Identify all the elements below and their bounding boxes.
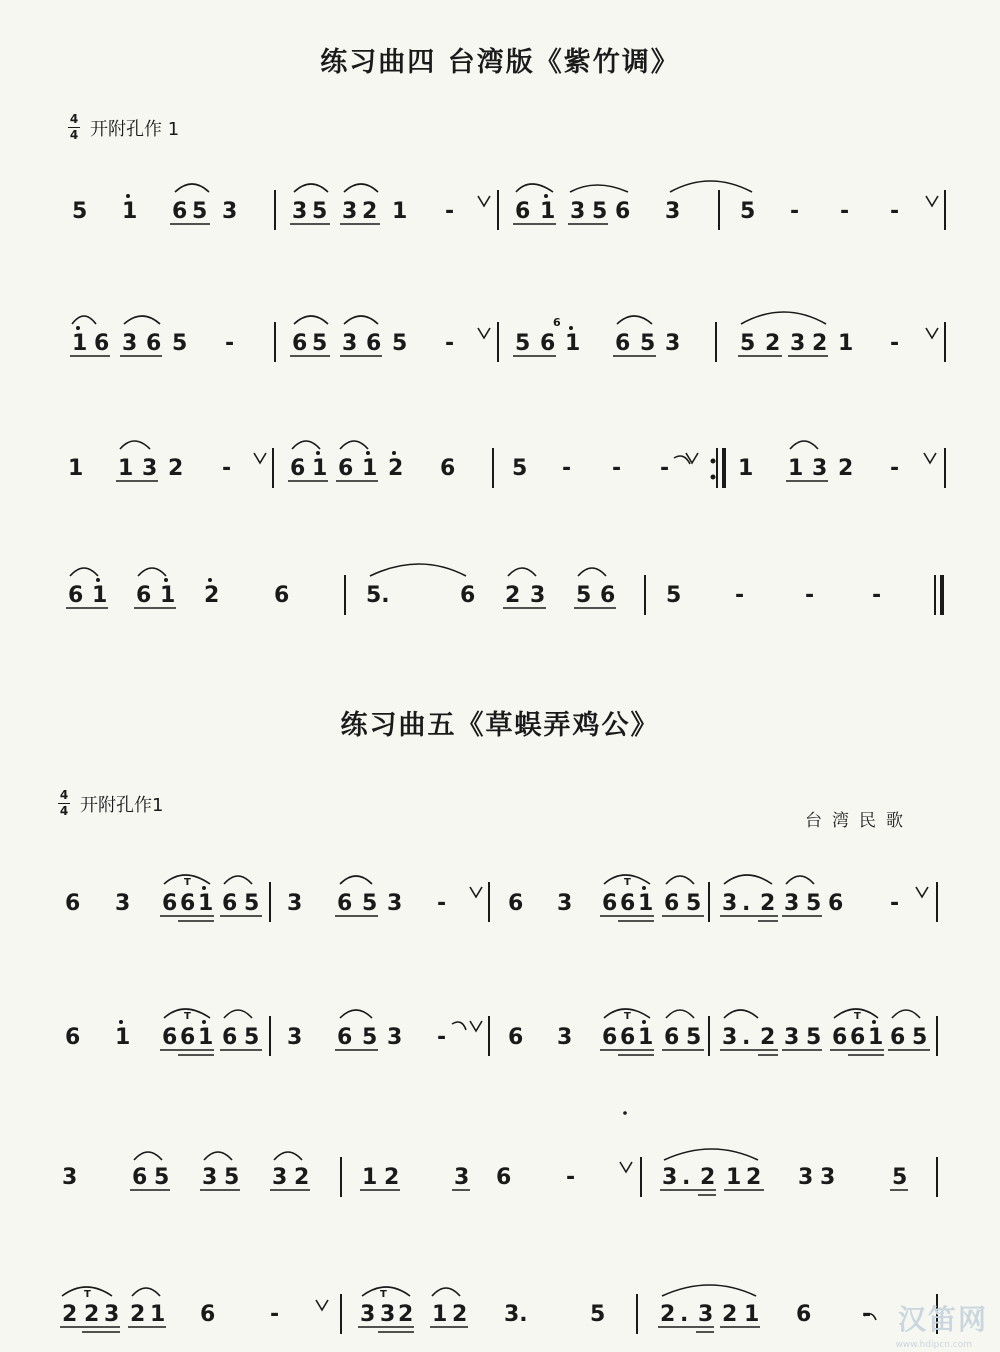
svg-text:3: 3 <box>380 1302 396 1327</box>
svg-text:6: 6 <box>664 1025 680 1050</box>
svg-text:6: 6 <box>162 891 178 916</box>
svg-text:2: 2 <box>760 1025 776 1050</box>
svg-text:3: 3 <box>665 199 681 224</box>
svg-text:6: 6 <box>890 1025 906 1050</box>
svg-text:5: 5 <box>640 331 656 356</box>
svg-text:5: 5 <box>576 583 592 608</box>
svg-text:2: 2 <box>362 199 378 224</box>
svg-text:T: T <box>184 1011 191 1022</box>
svg-text:1: 1 <box>726 1165 742 1190</box>
svg-text:6: 6 <box>553 316 561 329</box>
svg-text:6: 6 <box>292 331 308 356</box>
svg-text:6: 6 <box>337 1025 353 1050</box>
svg-text:1: 1 <box>122 199 138 224</box>
svg-text:3: 3 <box>287 1025 303 1050</box>
svg-text:1: 1 <box>362 456 378 481</box>
piece2-time-signature: $\frac{4}{4}$ <box>59 788 69 818</box>
svg-text:3: 3 <box>272 1165 288 1190</box>
svg-text:2: 2 <box>294 1165 310 1190</box>
svg-text:3: 3 <box>784 1025 800 1050</box>
svg-text:T: T <box>380 1289 387 1300</box>
svg-text:2: 2 <box>204 583 220 608</box>
svg-text:6: 6 <box>508 891 524 916</box>
piece2-tempo-text: 开附孔作1 <box>80 794 164 816</box>
svg-text:5: 5 <box>892 1165 908 1190</box>
svg-text:-: - <box>890 456 900 481</box>
svg-text:3: 3 <box>62 1165 78 1190</box>
svg-text:2: 2 <box>388 456 404 481</box>
svg-text:-: - <box>872 583 882 608</box>
svg-text:2: 2 <box>384 1165 400 1190</box>
svg-text:6: 6 <box>94 331 110 356</box>
svg-text:T: T <box>84 1289 91 1300</box>
svg-text:-: - <box>437 1025 447 1050</box>
svg-text:-: - <box>840 199 850 224</box>
svg-text:3: 3 <box>530 583 546 608</box>
svg-text:5: 5 <box>806 1025 822 1050</box>
svg-text:1: 1 <box>118 456 134 481</box>
svg-text:1: 1 <box>540 199 556 224</box>
svg-text:5: 5 <box>740 331 756 356</box>
svg-text:6: 6 <box>540 331 556 356</box>
svg-text:6: 6 <box>136 583 152 608</box>
svg-text:6: 6 <box>850 1025 866 1050</box>
svg-text:.: . <box>680 1302 689 1327</box>
svg-text:1: 1 <box>198 891 214 916</box>
svg-text:6: 6 <box>274 583 290 608</box>
svg-text:5: 5 <box>72 199 88 224</box>
svg-text:2: 2 <box>838 456 854 481</box>
svg-text:1: 1 <box>392 199 408 224</box>
svg-text:5: 5 <box>172 331 188 356</box>
svg-text:2: 2 <box>398 1302 414 1327</box>
svg-text:1: 1 <box>432 1302 448 1327</box>
svg-text:3: 3 <box>557 891 573 916</box>
svg-text:.: . <box>742 1025 751 1050</box>
svg-text:5: 5 <box>362 1025 378 1050</box>
svg-text:-: - <box>445 199 455 224</box>
svg-text:5: 5 <box>512 456 528 481</box>
svg-text:1: 1 <box>362 1165 378 1190</box>
svg-text:3: 3 <box>722 1025 738 1050</box>
svg-text:1: 1 <box>838 331 854 356</box>
svg-text:-: - <box>890 891 900 916</box>
svg-text:5: 5 <box>686 1025 702 1050</box>
svg-text:3: 3 <box>790 331 806 356</box>
svg-text:6: 6 <box>796 1302 812 1327</box>
svg-text:-: - <box>612 456 622 481</box>
svg-text:5: 5 <box>740 199 756 224</box>
svg-text:5: 5 <box>362 891 378 916</box>
svg-text:3: 3 <box>570 199 586 224</box>
svg-text:3: 3 <box>115 891 131 916</box>
svg-text:6: 6 <box>222 891 238 916</box>
svg-text:6: 6 <box>620 1025 636 1050</box>
piece1-tempo-text: 开附孔作 1 <box>90 118 180 140</box>
svg-text:2: 2 <box>62 1302 78 1327</box>
svg-text:1: 1 <box>312 456 328 481</box>
svg-text:3: 3 <box>784 891 800 916</box>
svg-text:6: 6 <box>602 891 618 916</box>
svg-text:6: 6 <box>832 1025 848 1050</box>
svg-text:-: - <box>805 583 815 608</box>
svg-text:6: 6 <box>65 1025 81 1050</box>
svg-text:2: 2 <box>660 1302 676 1327</box>
watermark-url: www.hdipcn.com <box>895 1340 972 1350</box>
svg-text:6: 6 <box>222 1025 238 1050</box>
svg-text:5: 5 <box>806 891 822 916</box>
piece2-credit: 台湾民歌 <box>805 811 913 831</box>
svg-text:6: 6 <box>496 1165 512 1190</box>
svg-text:3: 3 <box>454 1165 470 1190</box>
svg-text:3: 3 <box>342 331 358 356</box>
svg-text:-: - <box>862 1302 872 1327</box>
svg-text:1: 1 <box>565 331 581 356</box>
svg-text:1: 1 <box>788 456 804 481</box>
svg-text:5: 5 <box>224 1165 240 1190</box>
svg-text:1: 1 <box>72 331 88 356</box>
svg-text:6: 6 <box>162 1025 178 1050</box>
svg-text:6: 6 <box>180 891 196 916</box>
svg-text:2: 2 <box>760 891 776 916</box>
svg-text:2: 2 <box>812 331 828 356</box>
svg-text:-: - <box>445 331 455 356</box>
svg-text:3: 3 <box>222 199 238 224</box>
svg-text:.: . <box>682 1165 691 1190</box>
svg-text:6: 6 <box>664 891 680 916</box>
svg-text:6: 6 <box>620 891 636 916</box>
piece2-title: 练习曲五《草蜈弄鸡公》 <box>340 710 660 741</box>
svg-text:-: - <box>890 199 900 224</box>
svg-text:5: 5 <box>192 199 208 224</box>
svg-text:6: 6 <box>290 456 306 481</box>
svg-text:3.: 3. <box>504 1302 528 1327</box>
svg-text:2: 2 <box>746 1165 762 1190</box>
svg-text:3: 3 <box>557 1025 573 1050</box>
svg-text:3: 3 <box>820 1165 836 1190</box>
svg-text:3: 3 <box>104 1302 120 1327</box>
svg-text:3: 3 <box>662 1165 678 1190</box>
svg-text:5: 5 <box>666 583 682 608</box>
svg-text:3: 3 <box>292 199 308 224</box>
svg-text:6: 6 <box>515 199 531 224</box>
svg-text:3: 3 <box>698 1302 714 1327</box>
svg-text:5: 5 <box>686 891 702 916</box>
svg-text:5: 5 <box>312 199 328 224</box>
piece1-title: 练习曲四 台湾版《紫竹调》 <box>320 47 680 78</box>
svg-text:3: 3 <box>342 199 358 224</box>
svg-text:5.: 5. <box>366 583 390 608</box>
svg-text:1: 1 <box>738 456 754 481</box>
svg-text:3: 3 <box>142 456 158 481</box>
svg-text:6: 6 <box>132 1165 148 1190</box>
svg-text:T: T <box>184 877 191 888</box>
svg-text:1: 1 <box>92 583 108 608</box>
svg-text:6: 6 <box>65 891 81 916</box>
svg-text:1: 1 <box>198 1025 214 1050</box>
svg-text:-: - <box>437 891 447 916</box>
svg-text:1: 1 <box>638 891 654 916</box>
svg-text:-: - <box>790 199 800 224</box>
svg-text:6: 6 <box>172 199 188 224</box>
svg-text:2: 2 <box>765 331 781 356</box>
svg-text:5: 5 <box>154 1165 170 1190</box>
svg-text:6: 6 <box>68 583 84 608</box>
svg-text:2: 2 <box>722 1302 738 1327</box>
svg-text:T: T <box>854 1011 861 1022</box>
svg-text:5: 5 <box>912 1025 928 1050</box>
svg-text:6: 6 <box>615 199 631 224</box>
svg-text:-: - <box>222 456 232 481</box>
svg-text:T: T <box>624 877 631 888</box>
svg-text:1: 1 <box>868 1025 884 1050</box>
svg-text:1: 1 <box>160 583 176 608</box>
svg-text:1: 1 <box>638 1025 654 1050</box>
svg-text:6: 6 <box>337 891 353 916</box>
svg-text:-: - <box>566 1165 576 1190</box>
svg-text:3: 3 <box>812 456 828 481</box>
svg-text:5: 5 <box>392 331 408 356</box>
svg-text:5: 5 <box>244 891 260 916</box>
svg-text:1: 1 <box>115 1025 131 1050</box>
svg-text:6: 6 <box>338 456 354 481</box>
svg-text:3: 3 <box>202 1165 218 1190</box>
svg-text:2: 2 <box>505 583 521 608</box>
svg-text:2: 2 <box>700 1165 716 1190</box>
svg-text:6: 6 <box>440 456 456 481</box>
svg-text:6: 6 <box>366 331 382 356</box>
svg-text:5: 5 <box>592 199 608 224</box>
svg-text:6: 6 <box>180 1025 196 1050</box>
svg-text:3: 3 <box>387 891 403 916</box>
svg-text:5: 5 <box>312 331 328 356</box>
svg-text:.: . <box>742 891 751 916</box>
svg-text:3: 3 <box>798 1165 814 1190</box>
svg-text:6: 6 <box>146 331 162 356</box>
piece1-time-signature: $\frac{4}{4}$ <box>69 112 79 142</box>
svg-text:6: 6 <box>600 583 616 608</box>
svg-text:2: 2 <box>84 1302 100 1327</box>
svg-text:6: 6 <box>200 1302 216 1327</box>
svg-text:-: - <box>562 456 572 481</box>
svg-text:2: 2 <box>130 1302 146 1327</box>
svg-text:-: - <box>270 1302 280 1327</box>
svg-text:1: 1 <box>68 456 84 481</box>
svg-text:T: T <box>624 1011 631 1022</box>
svg-text:5: 5 <box>590 1302 606 1327</box>
svg-text:-: - <box>890 331 900 356</box>
svg-text:6: 6 <box>602 1025 618 1050</box>
svg-text:3: 3 <box>287 891 303 916</box>
svg-text:3: 3 <box>722 891 738 916</box>
svg-text:2: 2 <box>452 1302 468 1327</box>
svg-text:2: 2 <box>168 456 184 481</box>
svg-text:3: 3 <box>122 331 138 356</box>
svg-text:5: 5 <box>515 331 531 356</box>
svg-text:6: 6 <box>828 891 844 916</box>
svg-text:1: 1 <box>744 1302 760 1327</box>
svg-text:5: 5 <box>244 1025 260 1050</box>
svg-text:3: 3 <box>387 1025 403 1050</box>
svg-text:1: 1 <box>150 1302 166 1327</box>
svg-text:6: 6 <box>508 1025 524 1050</box>
watermark-logo: 汉笛网 <box>897 1303 988 1336</box>
svg-text:-: - <box>735 583 745 608</box>
svg-text:3: 3 <box>665 331 681 356</box>
svg-text:-: - <box>660 456 670 481</box>
svg-text:6: 6 <box>460 583 476 608</box>
svg-text:3: 3 <box>360 1302 376 1327</box>
svg-text:6: 6 <box>615 331 631 356</box>
svg-text:-: - <box>225 331 235 356</box>
